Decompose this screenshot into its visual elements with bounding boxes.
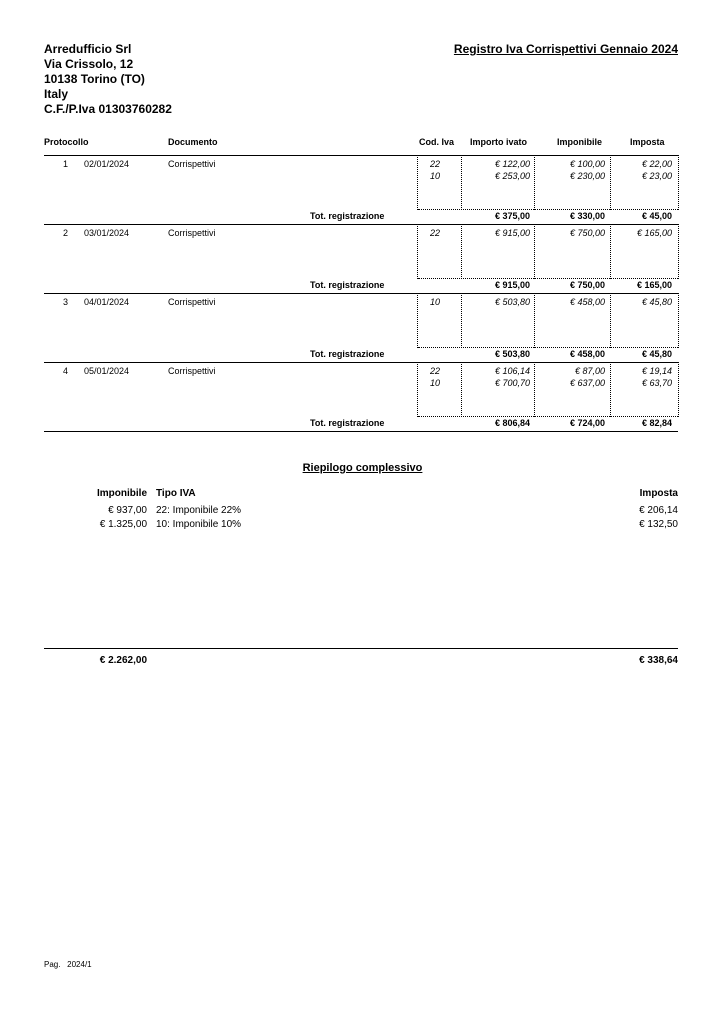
line-cod-iva: 10 [429, 378, 440, 388]
summary-row-tipo: 22: Imponibile 22% [156, 505, 242, 516]
line-imponibile: € 87,00 [574, 366, 605, 376]
column-divider [678, 224, 679, 279]
entry-document: Corrispettivi [168, 366, 216, 376]
total-imposta: € 165,00 [636, 280, 672, 290]
header-protocollo: Protocollo [44, 137, 89, 147]
line-cod-iva: 10 [429, 171, 440, 181]
total-importo: € 806,84 [494, 418, 530, 428]
total-imponibile: € 724,00 [569, 418, 605, 428]
row-separator [44, 293, 678, 294]
entry-date: 03/01/2024 [84, 228, 130, 238]
line-imposta: € 165,00 [636, 228, 672, 238]
header-cod-iva: Cod. Iva [419, 137, 455, 147]
row-separator [44, 362, 678, 363]
line-imposta: € 45,80 [641, 297, 672, 307]
line-imponibile: € 750,00 [569, 228, 605, 238]
entry-number: 1 [62, 159, 68, 169]
summary-header-imponibile: Imponibile [97, 488, 147, 499]
column-divider [678, 155, 679, 210]
line-imponibile: € 100,00 [569, 159, 605, 169]
entry-document: Corrispettivi [168, 297, 216, 307]
column-divider [417, 155, 418, 210]
page-number: 2024/1 [67, 960, 92, 969]
total-label: Tot. registrazione [310, 280, 385, 290]
summary-row-imposta: € 206,14 [639, 505, 678, 516]
summary-row-tipo: 10: Imponibile 10% [156, 519, 242, 530]
entry-document: Corrispettivi [168, 228, 216, 238]
entry-number: 2 [62, 228, 68, 238]
total-importo: € 503,80 [494, 349, 530, 359]
line-cod-iva: 22 [429, 159, 440, 169]
header-imponibile: Imponibile [557, 137, 602, 147]
page-label: Pag. [44, 960, 61, 969]
line-importo: € 253,00 [494, 171, 530, 181]
line-imposta: € 22,00 [641, 159, 672, 169]
page-footer [44, 960, 92, 969]
table-bottom-rule [44, 431, 678, 432]
line-importo: € 915,00 [494, 228, 530, 238]
line-imposta: € 23,00 [641, 171, 672, 181]
column-divider [417, 293, 418, 348]
summary-total-rule [44, 648, 678, 649]
line-importo: € 122,00 [494, 159, 530, 169]
column-divider [678, 293, 679, 348]
page-title: Registro Iva Corrispettivi Gennaio 2024 [453, 42, 678, 56]
company-country: Italy [44, 87, 69, 101]
entry-number: 4 [62, 366, 68, 376]
company-name: Arredufficio Srl [44, 42, 132, 56]
line-imposta: € 63,70 [641, 378, 672, 388]
summary-total-imponibile: € 2.262,00 [99, 655, 147, 666]
header-documento: Documento [168, 137, 218, 147]
row-separator [44, 155, 678, 156]
total-imposta: € 45,00 [641, 211, 672, 221]
header-importo-ivato: Importo ivato [470, 137, 528, 147]
summary-row-imponibile: € 1.325,00 [99, 519, 147, 530]
summary-header-imposta: Imposta [639, 488, 678, 499]
total-imposta: € 45,80 [641, 349, 672, 359]
line-importo: € 503,80 [494, 297, 530, 307]
total-label: Tot. registrazione [310, 211, 385, 221]
total-dotted-rule [418, 416, 678, 417]
total-imposta: € 82,84 [641, 418, 672, 428]
entry-date: 04/01/2024 [84, 297, 130, 307]
total-importo: € 375,00 [494, 211, 530, 221]
summary-row-imposta: € 132,50 [639, 519, 678, 530]
summary-title: Riepilogo complessivo [302, 462, 423, 474]
line-importo: € 106,14 [494, 366, 530, 376]
entry-date: 05/01/2024 [84, 366, 130, 376]
summary-header-tipo: Tipo IVA [156, 488, 196, 499]
entry-date: 02/01/2024 [84, 159, 130, 169]
total-dotted-rule [418, 347, 678, 348]
summary-total-imposta: € 338,64 [639, 655, 678, 666]
total-dotted-rule [418, 278, 678, 279]
total-importo: € 915,00 [494, 280, 530, 290]
line-imponibile: € 230,00 [569, 171, 605, 181]
company-city: 10138 Torino (TO) [44, 72, 145, 86]
line-importo: € 700,70 [494, 378, 530, 388]
line-imponibile: € 637,00 [569, 378, 605, 388]
line-cod-iva: 22 [429, 366, 440, 376]
summary-row-imponibile: € 937,00 [108, 505, 147, 516]
total-imponibile: € 458,00 [569, 349, 605, 359]
total-label: Tot. registrazione [310, 418, 385, 428]
column-divider [678, 362, 679, 417]
company-street: Via Crissolo, 12 [44, 57, 134, 71]
total-imponibile: € 750,00 [569, 280, 605, 290]
entry-document: Corrispettivi [168, 159, 216, 169]
company-info [44, 42, 172, 117]
total-label: Tot. registrazione [310, 349, 385, 359]
line-cod-iva: 22 [429, 228, 440, 238]
total-dotted-rule [418, 209, 678, 210]
row-separator [44, 224, 678, 225]
company-vat: C.F./P.Iva 01303760282 [44, 102, 172, 116]
line-cod-iva: 10 [429, 297, 440, 307]
line-imposta: € 19,14 [641, 366, 672, 376]
line-imponibile: € 458,00 [569, 297, 605, 307]
entry-number: 3 [62, 297, 68, 307]
column-divider [417, 362, 418, 417]
column-divider [417, 224, 418, 279]
total-imponibile: € 330,00 [569, 211, 605, 221]
header-imposta: Imposta [630, 137, 665, 147]
